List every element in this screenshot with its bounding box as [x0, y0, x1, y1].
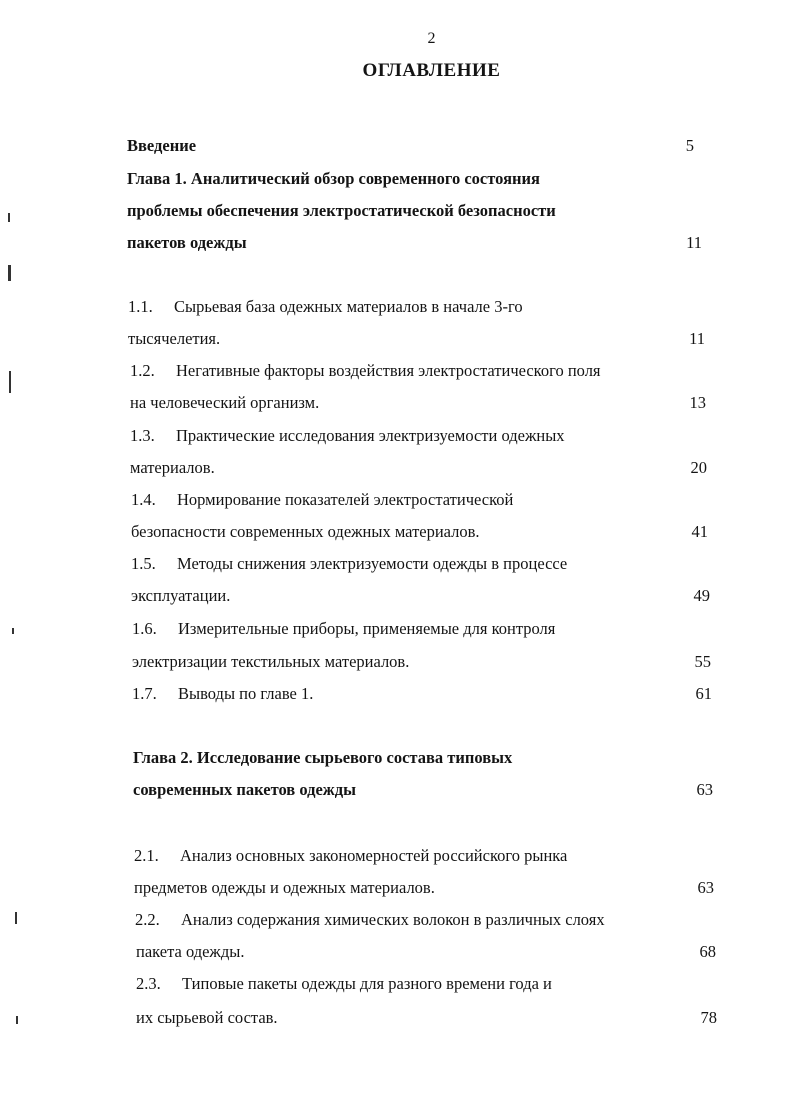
- section-line: [131, 554, 567, 574]
- section-line: [128, 297, 523, 317]
- scan-mark: [12, 628, 14, 634]
- section-title: Практические исследования электризуемости одежных: [176, 426, 565, 445]
- section-number: 1.7.: [132, 684, 157, 703]
- section-title-continued: на человеческий организм.: [130, 393, 320, 412]
- section-title: Негативные факторы воздействия электростатического поля: [176, 361, 601, 380]
- chapter-2-page: 63: [696, 780, 713, 799]
- page-title: ОГЛАВЛЕНИЕ: [362, 60, 501, 81]
- section-line: [134, 846, 567, 866]
- section-title-continued: безопасности современных одежных материалов.: [131, 522, 480, 541]
- chapter-1-title-line-2: проблемы обеспечения электростатической безопасности: [127, 201, 556, 220]
- section-title: Выводы по главе 1.: [178, 684, 314, 703]
- section-page: 63: [697, 878, 714, 897]
- section-title-continued: их сырьевой состав.: [136, 1008, 278, 1027]
- section-line: [132, 619, 555, 639]
- page-number: 2: [427, 30, 436, 47]
- section-number: 1.2.: [130, 361, 155, 380]
- chapter-1-title-line-3: пакетов одежды: [127, 233, 247, 252]
- section-title: Анализ основных закономерностей российского рынка: [180, 846, 568, 865]
- section-number: 2.1.: [134, 846, 159, 865]
- section-title-continued: эксплуатации.: [131, 586, 231, 605]
- section-title-continued: пакета одежды.: [136, 942, 245, 961]
- section-number: 1.4.: [131, 490, 156, 509]
- scan-mark: [15, 912, 17, 924]
- scan-mark: [16, 1016, 18, 1024]
- section-number: 1.3.: [130, 426, 155, 445]
- section-page: 61: [695, 684, 712, 703]
- introduction-page: 5: [685, 136, 694, 155]
- section-line: [130, 361, 601, 381]
- section-title: Нормирование показателей электростатической: [177, 490, 514, 509]
- section-number: 1.1.: [128, 297, 153, 316]
- section-page: 55: [694, 652, 711, 671]
- introduction-label: Введение: [127, 136, 197, 155]
- section-title: Типовые пакеты одежды для разного времени года и: [182, 974, 552, 993]
- section-line: [132, 684, 313, 704]
- scan-mark: [8, 265, 11, 281]
- section-number: 2.2.: [135, 910, 160, 929]
- section-number: 2.3.: [136, 974, 161, 993]
- scan-mark: [9, 371, 11, 393]
- section-line: [131, 490, 513, 510]
- section-page: 68: [699, 942, 716, 961]
- section-page: 13: [689, 393, 706, 412]
- chapter-2-title-line-1: Глава 2. Исследование сырьевого состава типовых: [133, 748, 513, 767]
- section-title: Анализ содержания химических волокон в различных слоях: [181, 910, 605, 929]
- section-page: 49: [693, 586, 710, 605]
- section-title-continued: тысячелетия.: [128, 329, 221, 348]
- section-page: 11: [689, 329, 705, 348]
- section-line: [135, 910, 605, 930]
- section-title-continued: предметов одежды и одежных материалов.: [134, 878, 435, 897]
- section-title: Сырьевая база одежных материалов в начале 3-го: [174, 297, 523, 316]
- section-line: [130, 426, 565, 446]
- section-number: 1.6.: [132, 619, 157, 638]
- chapter-1-page: 11: [686, 233, 702, 252]
- section-title: Измерительные приборы, применяемые для контроля: [178, 619, 556, 638]
- chapter-2-title-line-2: современных пакетов одежды: [133, 780, 356, 799]
- section-number: 1.5.: [131, 554, 156, 573]
- section-title: Методы снижения электризуемости одежды в процессе: [177, 554, 568, 573]
- section-page: 78: [700, 1008, 717, 1027]
- section-page: 20: [690, 458, 707, 477]
- section-page: 41: [691, 522, 708, 541]
- section-title-continued: материалов.: [130, 458, 215, 477]
- chapter-1-title-line-1: Глава 1. Аналитический обзор современного состояния: [127, 169, 540, 188]
- scan-mark: [8, 213, 10, 222]
- section-line: [136, 974, 552, 994]
- section-title-continued: электризации текстильных материалов.: [132, 652, 410, 671]
